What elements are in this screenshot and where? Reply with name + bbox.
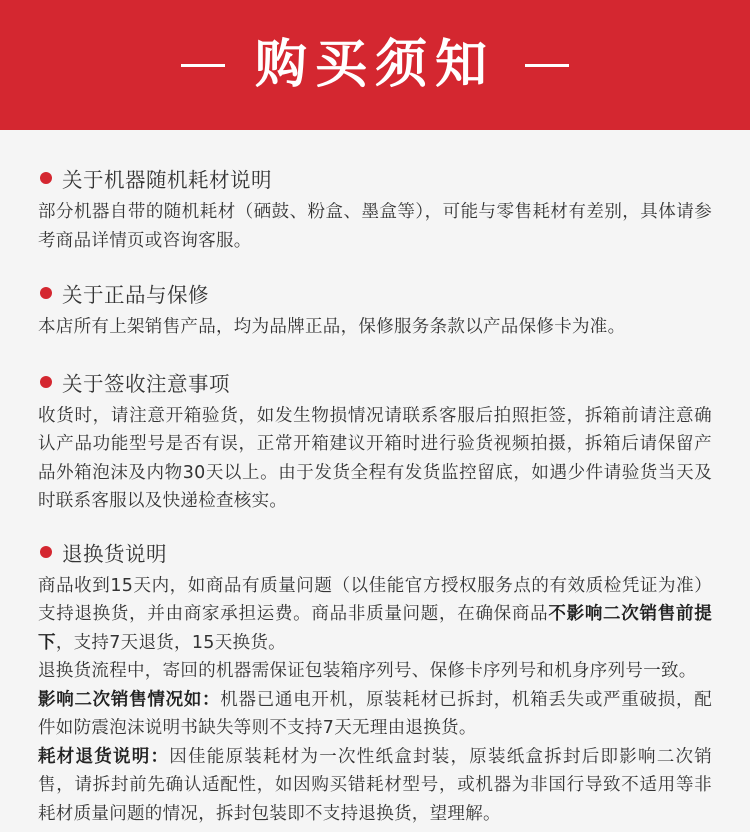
section-title: 退换货说明 [62,541,167,566]
returns-policy-start: 商品收到15天内，如商品有质量问题（以佳能官方授权服务点的有效质检凭证为准）支持退换货，并由商家承担运费。商品非质量问题，在确保商品 [38,575,712,624]
section-heading [38,536,712,568]
notice-content [0,130,750,828]
bullet-dot-icon [40,172,52,184]
section-consumables [38,162,712,255]
returns-process-text: 退换货流程中，寄回的机器需保证包装箱序列号、保修卡序列号和机身序列号一致。 [38,661,697,681]
resale-conditions-body: 机器已通电开机，原装耗材已拆封，机箱丢失或严重破损，配件如防震泡沫说明书缺失等则不支持7天无理由退换货。 [38,689,712,738]
section-heading [38,366,712,398]
section-text: 本店所有上架销售产品，均为品牌正品，保修服务条款以产品保修卡为准。 [38,317,626,337]
resale-conditions-label: 影响二次销售情况如： [38,689,221,710]
section-text: 收货时，请注意开箱验货，如发生物损情况请联系客服后拍照拒签，拆箱前请注意确认产品功能型号是否有误，正常开箱建议开箱时进行验货视频拍摄，拆箱后请保留产品外箱泡沫及内物30天以上。由于发货全程有发货监控留底，如遇少件请验货当天及时联系客服以及快递检查核实。 [38,405,712,511]
returns-policy-text [38,572,712,658]
right-dash-decoration [525,64,569,67]
bullet-dot-icon [40,376,52,388]
bullet-dot-icon [40,546,52,558]
consumables-return-body: 因佳能原装耗材为一次性纸盒封装，原装纸盒拆封后即影响二次销售，请拆封前先确认适配性，如因购买错耗材型号，或机器为非国行导致不适用等非耗材质量问题的情况，拆封包装即不支持退换货，望理解。 [38,746,712,824]
section-title: 关于签收注意事项 [62,371,230,396]
section-text: 部分机器自带的随机耗材（硒鼓、粉盒、墨盒等），可能与零售耗材有差别，具体请参考商品详情页或咨询客服。 [38,202,712,251]
section-delivery [38,366,712,516]
left-dash-decoration [181,64,225,67]
section-heading [38,162,712,194]
section-title: 关于机器随机耗材说明 [62,168,272,192]
returns-policy-emphasis: 不影响二次销售前提下 [38,604,712,653]
consumables-return-text [38,743,712,829]
header-banner [0,0,750,130]
bullet-dot-icon [40,287,52,299]
section-title: 关于正品与保修 [62,283,209,307]
section-heading [38,277,712,309]
resale-conditions-text [38,686,712,743]
consumables-return-label: 耗材退货说明： [38,746,170,767]
returns-policy-end: ，支持7天退货，15天换货。 [55,632,286,653]
page-title: 购买须知 [254,35,495,95]
section-returns [38,536,712,829]
section-warranty [38,277,712,342]
